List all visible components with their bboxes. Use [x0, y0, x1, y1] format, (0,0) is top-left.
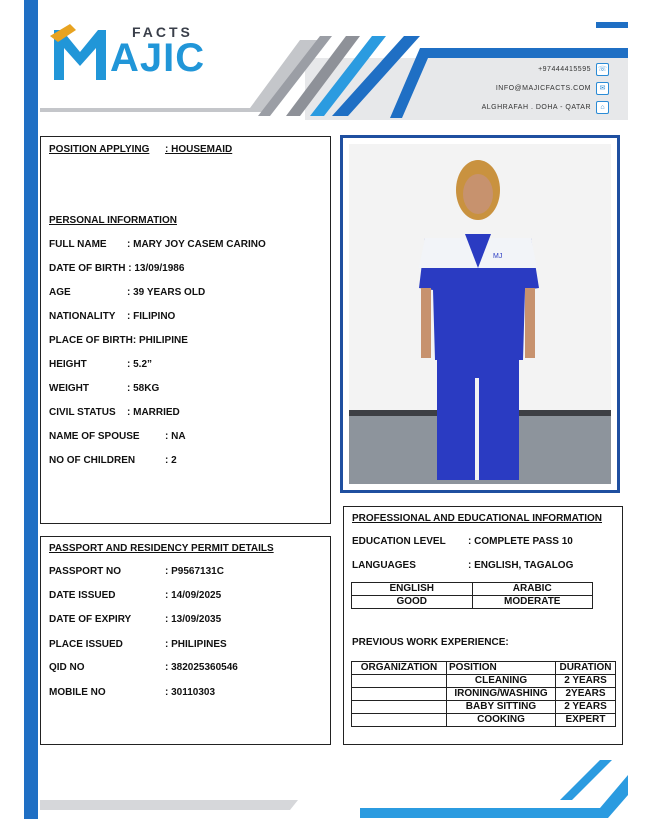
- dob-row: DATE OF BIRTH : 13/09/1986: [49, 263, 185, 274]
- age-row: [49, 287, 206, 298]
- passport-box: [40, 536, 331, 745]
- height-row: [49, 359, 153, 370]
- date-expiry-label: DATE OF EXPIRY: [49, 614, 132, 625]
- language-table-row: [352, 596, 593, 609]
- contact-email: INFO@MAJICFACTS.COM: [495, 85, 591, 92]
- spouse-row: [49, 431, 186, 442]
- exp-header-duration: DURATION: [556, 662, 616, 675]
- personal-heading: PERSONAL INFORMATION: [49, 215, 177, 226]
- full-name-value: : MARY JOY CASEM CARINO: [127, 239, 266, 250]
- position-row: [49, 144, 233, 155]
- full-name-row: [49, 239, 266, 250]
- exp-duration: 2YEARS: [556, 688, 616, 701]
- professional-box: [343, 506, 623, 745]
- weight-row: [49, 383, 160, 394]
- candidate-photo-frame: [340, 135, 620, 493]
- education-label: EDUCATION LEVEL: [352, 536, 446, 547]
- date-issued-label: DATE ISSUED: [49, 590, 116, 601]
- majic-m-emblem: [50, 22, 112, 84]
- phone-icon: ☏: [596, 63, 609, 76]
- table-row: [352, 675, 616, 688]
- mail-icon: ✉: [596, 82, 609, 95]
- civil-status-value: : MARRIED: [127, 407, 180, 418]
- spouse-value: : NA: [165, 431, 186, 442]
- experience-table-header: [352, 662, 616, 675]
- age-label: AGE: [49, 287, 71, 298]
- pob-row: PLACE OF BIRTH: PHILIPINE: [49, 335, 188, 346]
- passport-no-label: PASSPORT NO: [49, 566, 122, 577]
- qid-label: QID NO: [49, 662, 85, 673]
- languages-label: LANGUAGES: [352, 560, 416, 571]
- table-row: [352, 688, 616, 701]
- exp-position: IRONING/WASHING: [447, 688, 556, 701]
- exp-organization: [352, 675, 447, 688]
- passport-no-row: [49, 566, 224, 577]
- weight-label: WEIGHT: [49, 383, 89, 394]
- nationality-label: NATIONALITY: [49, 311, 116, 322]
- position-label: POSITION APPLYING: [49, 144, 150, 155]
- exp-organization: [352, 701, 447, 714]
- contact-phone: +97444415595: [538, 66, 591, 73]
- experience-heading: PREVIOUS WORK EXPERIENCE:: [352, 637, 509, 648]
- languages-row: [352, 560, 574, 571]
- table-row: [352, 701, 616, 714]
- education-row: [352, 536, 573, 547]
- exp-organization: [352, 714, 447, 727]
- education-value: : COMPLETE PASS 10: [468, 536, 573, 547]
- exp-organization: [352, 688, 447, 701]
- header-blue-tab: [596, 22, 628, 28]
- exp-header-organization: ORGANIZATION: [352, 662, 447, 675]
- nationality-value: : FILIPINO: [127, 311, 176, 322]
- mobile-value: : 30110303: [165, 687, 216, 698]
- exp-position: COOKING: [447, 714, 556, 727]
- place-issued-row: [49, 639, 227, 650]
- mobile-row: [49, 687, 216, 698]
- date-expiry-value: : 13/09/2035: [165, 614, 222, 625]
- date-expiry-row: [49, 614, 222, 625]
- position-value: : HOUSEMAID: [165, 144, 233, 155]
- qid-row: [49, 662, 238, 673]
- professional-heading: PROFESSIONAL AND EDUCATIONAL INFORMATION: [352, 513, 602, 524]
- exp-duration: 2 YEARS: [556, 701, 616, 714]
- exp-duration: EXPERT: [556, 714, 616, 727]
- lang-arabic-level: MODERATE: [472, 596, 593, 609]
- passport-no-value: : P9567131C: [165, 566, 224, 577]
- language-table-header: [352, 583, 593, 596]
- exp-position: CLEANING: [447, 675, 556, 688]
- nationality-row: [49, 311, 176, 322]
- children-label: NO OF CHILDREN: [49, 455, 136, 466]
- date-issued-row: [49, 590, 222, 601]
- date-issued-value: : 14/09/2025: [165, 590, 222, 601]
- children-value: : 2: [165, 455, 177, 466]
- table-row: [352, 714, 616, 727]
- children-row: [49, 455, 177, 466]
- logo-ajic-text: AJIC: [110, 36, 206, 80]
- experience-table: [351, 661, 616, 727]
- candidate-photo: [343, 138, 617, 490]
- exp-header-position: POSITION: [447, 662, 556, 675]
- spouse-label: NAME OF SPOUSE: [49, 431, 140, 442]
- logo-facts-text: FACTS: [132, 24, 193, 40]
- passport-heading: PASSPORT AND RESIDENCY PERMIT DETAILS: [49, 543, 274, 554]
- languages-value: : ENGLISH, TAGALOG: [468, 560, 574, 571]
- weight-value: : 58KG: [127, 383, 160, 394]
- lang-header-arabic: ARABIC: [472, 583, 593, 596]
- uniform-logo: MJ: [493, 253, 503, 260]
- place-issued-label: PLACE ISSUED: [49, 639, 123, 650]
- contact-address: ALGHRAFAH . DOHA - QATAR: [481, 104, 591, 111]
- mobile-label: MOBILE NO: [49, 687, 106, 698]
- age-value: : 39 YEARS OLD: [127, 287, 206, 298]
- exp-position: BABY SITTING: [447, 701, 556, 714]
- home-icon: ⌂: [596, 101, 609, 114]
- full-name-label: FULL NAME: [49, 239, 107, 250]
- exp-duration: 2 YEARS: [556, 675, 616, 688]
- personal-info-box: [40, 136, 331, 524]
- language-table: [351, 582, 593, 609]
- qid-value: : 382025360546: [165, 662, 238, 673]
- height-label: HEIGHT: [49, 359, 87, 370]
- place-issued-value: : PHILIPINES: [165, 639, 227, 650]
- lang-header-english: ENGLISH: [352, 583, 473, 596]
- height-value: : 5.2”: [127, 359, 153, 370]
- civil-status-label: CIVIL STATUS: [49, 407, 116, 418]
- civil-status-row: [49, 407, 180, 418]
- lang-english-level: GOOD: [352, 596, 473, 609]
- footer-grey-stripe: [40, 800, 298, 810]
- footer-diagonal: [560, 760, 612, 800]
